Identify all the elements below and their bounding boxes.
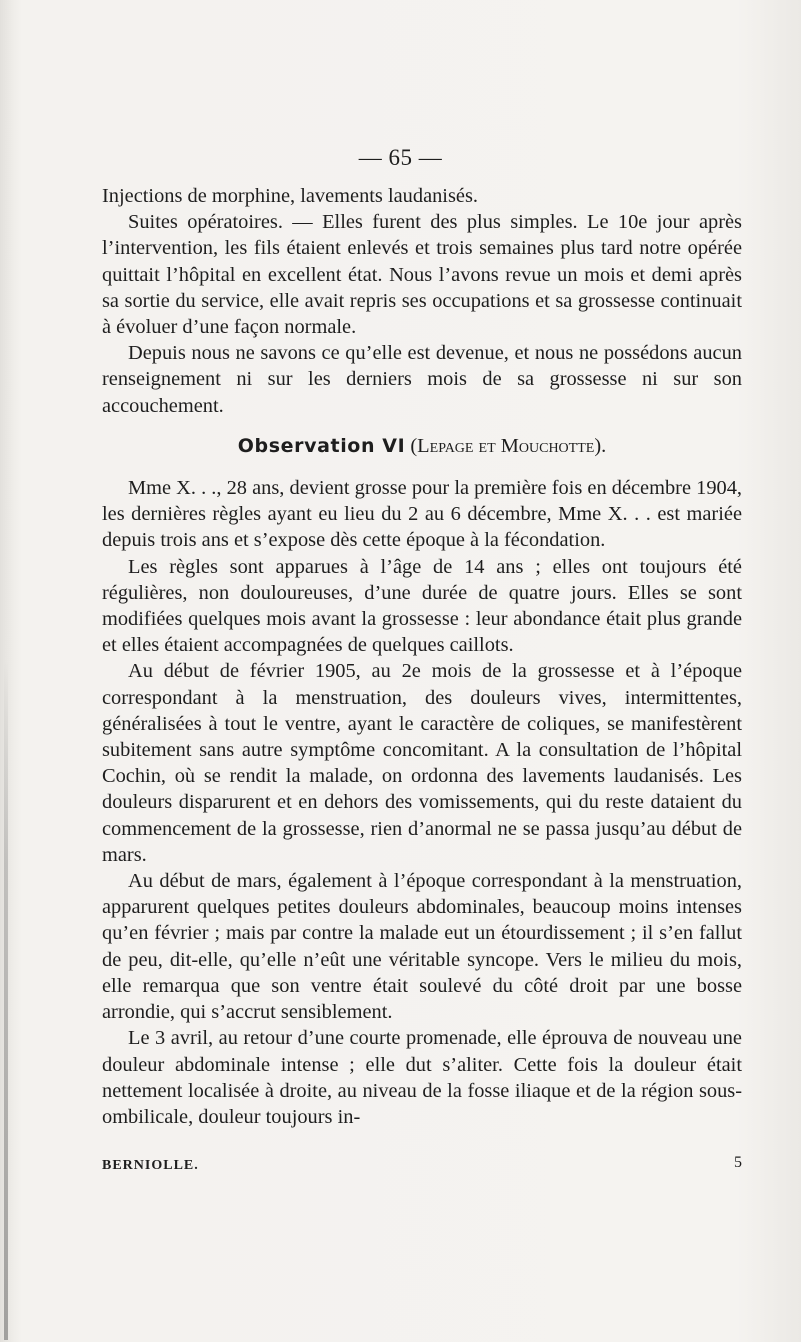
paragraph-mme-x: Mme X. . ., 28 ans, devient grosse pour la première fois en décembre 1904, les dernières règles ayant eu lieu du 2 au 6 décembre, Mme X. . . est mariée depuis trois ans et s’expose dès cette époque à la fécondation. <box>102 477 742 552</box>
body-text <box>102 183 742 1130</box>
paragraph-suites-operatoires: Suites opératoires. — Elles furent des plus simples. Le 10e jour après l’intervention, les fils étaient enlevés et trois semaines plus tard notre opérée quittait l’hôpital en excellent état. Nous l’avons revue un mois et demi après sa sortie du service, elle avait repris ses occupations et sa grossesse continuait à évoluer d’une façon normale. <box>102 211 742 339</box>
observation-heading <box>102 433 742 459</box>
paragraph-fevrier: Au début de février 1905, au 2e mois de la grossesse et à l’époque correspondant à la menstruation, des douleurs vives, intermittentes, généralisées à tout le ventre, ayant le caractère de coliques, se manifestèrent subitement sans autre symptôme concomitant. A la consultation de l’hôpital Cochin, où se rendit la malade, on ordonna des lavements laudanisés. Les douleurs disparurent et en dehors des vomissements, qui du reste dataient du commencement de la grossesse, rien d’anormal ne se passa jusqu’au début de mars. <box>102 660 742 866</box>
paragraph-regles: Les règles sont apparues à l’âge de 14 ans ; elles ont toujours été régulières, non douloureuses, d’une durée de quatre jours. Elles se sont modifiées quelques mois avant la grossesse : leur abondance était plus grande et elles étaient accompagnées de quelques caillots. <box>102 555 742 657</box>
footer-sheet-number: 5 <box>734 1154 742 1171</box>
paragraph-mars: Au début de mars, également à l’époque correspondant à la menstruation, apparurent quelques petites douleurs abdominales, beaucoup moins intenses qu’en février ; mais par contre la malade eut un étourdissement ; il s’en fallut de peu, dit-elle, qu’elle n’eût une véritable syncope. Vers le milieu du mois, elle remarqua que son ventre était soulevé du côté droit par une bosse arrondie, qui s’accrut sensiblement. <box>102 870 742 1024</box>
footer-signature: BERNIOLLE. <box>102 1158 199 1173</box>
paragraph-depuis: Depuis nous ne savons ce qu’elle est devenue, et nous ne possédons aucun renseignement ni sur les derniers mois de sa grossesse ni sur son accouchement. <box>102 342 742 417</box>
paragraph-injections: Injections de morphine, lavements laudanisés. <box>102 185 478 207</box>
page-edge-marks <box>4 660 8 1340</box>
observation-title: Observation VI <box>237 434 406 457</box>
paragraph-avril: Le 3 avril, au retour d’une courte promenade, elle éprouva de nouveau une douleur abdominale intense ; elle dut s’aliter. Cette fois la douleur était nettement localisée à droite, au niveau de la fosse iliaque et de la région sous-ombilicale, douleur toujours in- <box>102 1027 742 1128</box>
observation-authors: (Lepage et Mouchotte). <box>410 434 607 457</box>
page-number: — 65 — <box>358 145 443 170</box>
